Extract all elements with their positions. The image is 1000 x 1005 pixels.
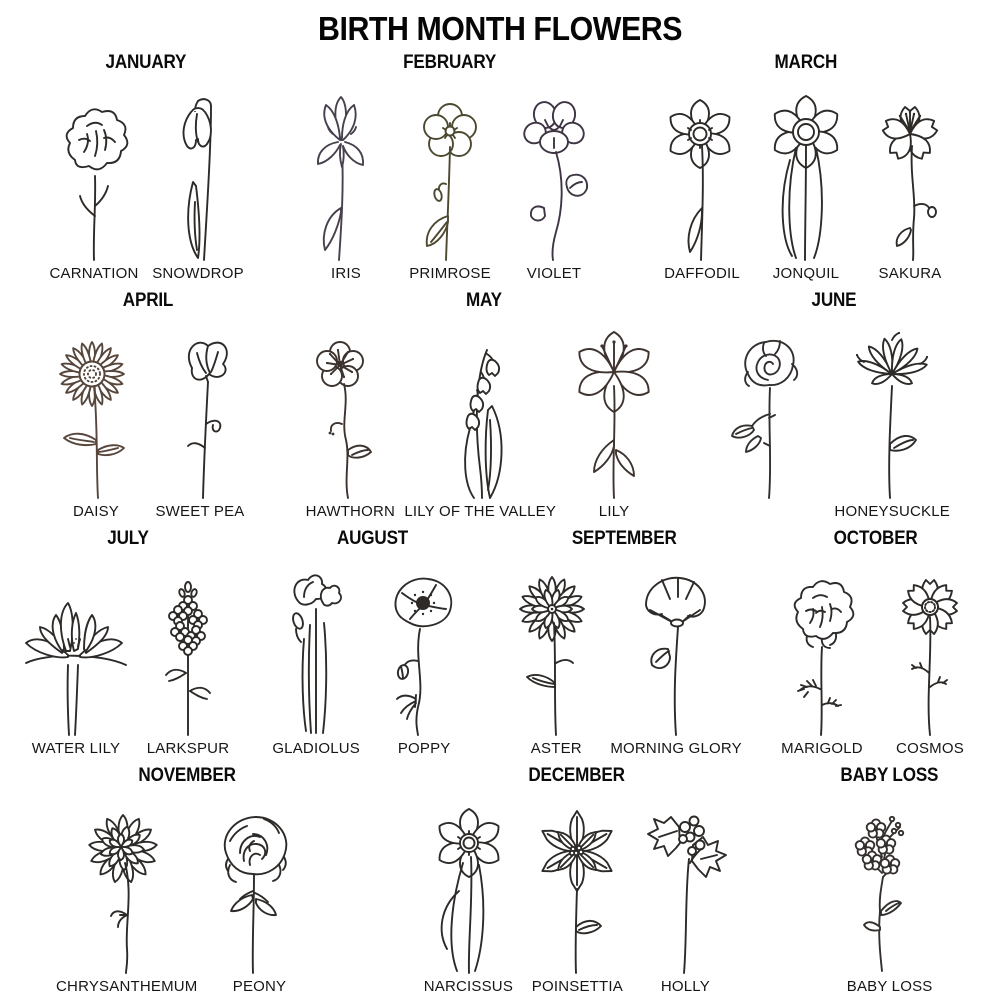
flower-label: CHRYSANTHEMUM xyxy=(56,978,198,996)
flower-group xyxy=(506,565,742,761)
flower-item xyxy=(46,328,146,524)
flower-label: PRIMROSE xyxy=(409,264,491,282)
month-heading: JULY xyxy=(107,527,149,549)
flower-item xyxy=(44,90,144,286)
daisy-icon xyxy=(46,328,146,500)
month-group-november xyxy=(56,761,318,999)
peony-icon xyxy=(202,803,318,975)
forget-me-not-icon xyxy=(838,803,942,975)
flower-item xyxy=(560,328,668,524)
flower-item xyxy=(633,803,737,999)
month-group-september xyxy=(506,524,742,762)
flower-item xyxy=(150,328,250,524)
flower-item xyxy=(300,328,400,524)
flower-item xyxy=(610,565,742,761)
month-row xyxy=(0,286,1000,524)
iris-icon xyxy=(296,90,396,262)
flower-label: CARNATION xyxy=(49,264,139,282)
flower-group xyxy=(44,90,248,286)
flower-item xyxy=(878,565,982,761)
flower-group xyxy=(18,565,238,761)
flower-label: HOLLY xyxy=(660,978,710,996)
flower-item xyxy=(138,565,238,761)
narcissus-icon xyxy=(415,803,521,975)
snowdrop-icon xyxy=(148,90,248,262)
flower-item xyxy=(756,90,856,286)
flower-item xyxy=(415,803,521,999)
flower-item xyxy=(504,90,604,286)
flower-item xyxy=(266,565,366,761)
carnation-icon xyxy=(44,90,144,262)
violet-icon xyxy=(504,90,604,262)
flower-label: LILY OF THE VALLEY xyxy=(404,502,557,520)
flower-label: COSMOS xyxy=(896,740,964,758)
month-group-june xyxy=(718,286,950,524)
lily-of-the-valley-icon xyxy=(430,328,530,500)
flower-item xyxy=(148,90,248,286)
flower-label: MORNING GLORY xyxy=(610,740,742,758)
hawthorn-icon xyxy=(300,328,400,500)
flower-item xyxy=(506,565,606,761)
flower-label: DAFFODIL xyxy=(664,264,740,282)
water-lily-icon xyxy=(18,565,134,737)
gladiolus-icon xyxy=(266,565,366,737)
flower-item xyxy=(652,90,752,286)
flower-label: SWEET PEA xyxy=(155,502,245,520)
flower-label: SAKURA xyxy=(878,264,942,282)
honeysuckle-icon xyxy=(840,328,944,500)
flower-label: HAWTHORN xyxy=(305,502,396,520)
flower-group xyxy=(46,328,250,524)
flower-label: IRIS xyxy=(331,264,361,282)
flower-label: POPPY xyxy=(397,740,451,758)
flower-item xyxy=(296,90,396,286)
month-group-july xyxy=(18,524,238,762)
flower-label: PEONY xyxy=(232,978,287,996)
daffodil-icon xyxy=(652,90,752,262)
page-title: BIRTH MONTH FLOWERS xyxy=(318,10,682,47)
month-heading: FEBRUARY xyxy=(403,52,497,73)
month-heading: NOVEMBER xyxy=(138,765,236,787)
flower-label: HONEYSUCKLE xyxy=(834,502,950,520)
flower-item xyxy=(770,565,874,761)
larkspur-icon xyxy=(138,565,238,737)
flower-item xyxy=(56,803,198,999)
chrysanthemum-icon xyxy=(73,803,181,975)
rows-host xyxy=(0,48,1000,1005)
month-group-may xyxy=(300,286,668,524)
month-row xyxy=(0,761,1000,999)
flower-item xyxy=(370,565,478,761)
flower-group xyxy=(770,565,982,761)
month-heading: MARCH xyxy=(774,52,838,73)
month-row xyxy=(0,48,1000,286)
flower-item xyxy=(718,328,830,524)
month-group-april xyxy=(46,286,250,524)
flower-item xyxy=(838,803,942,999)
lily-icon xyxy=(560,328,668,500)
flower-item xyxy=(525,803,629,999)
aster-icon xyxy=(506,565,606,737)
month-group-baby-loss xyxy=(835,761,944,999)
month-heading: SEPTEMBER xyxy=(571,527,677,549)
month-heading: OCTOBER xyxy=(834,527,918,549)
flower-item xyxy=(860,90,960,286)
flower-item xyxy=(834,328,950,524)
cosmos-icon xyxy=(878,565,982,737)
flower-label: GLADIOLUS xyxy=(272,740,360,758)
poppy-icon xyxy=(370,565,478,737)
flower-group xyxy=(838,803,942,999)
flower-item xyxy=(18,565,134,761)
flower-group xyxy=(56,803,318,999)
flower-label: LILY xyxy=(598,502,630,520)
flower-group xyxy=(415,803,737,999)
morning-glory-icon xyxy=(624,565,728,737)
jonquil-icon xyxy=(756,90,856,262)
flower-label: JONQUIL xyxy=(772,264,840,282)
month-heading: APRIL xyxy=(122,289,174,311)
flower-label: WATER LILY xyxy=(31,740,121,758)
rose-icon xyxy=(718,328,830,500)
flower-group xyxy=(652,90,960,286)
sweet-pea-icon xyxy=(150,328,250,500)
marigold-icon xyxy=(770,565,874,737)
flower-label: DAISY xyxy=(72,502,119,520)
month-heading: JUNE xyxy=(811,289,857,311)
month-heading: MAY xyxy=(466,289,503,311)
flower-label: NARCISSUS xyxy=(423,978,514,996)
flower-item xyxy=(202,803,318,999)
flower-label: MARIGOLD xyxy=(781,740,863,758)
month-group-august xyxy=(266,524,478,762)
flower-item xyxy=(404,328,556,524)
holly-icon xyxy=(633,803,737,975)
month-group-december xyxy=(415,761,737,999)
month-group-february xyxy=(296,48,604,286)
flower-label: ASTER xyxy=(530,740,582,758)
month-group-january xyxy=(44,48,248,286)
flower-label: BABY LOSS xyxy=(846,978,933,996)
flower-label: POINSETTIA xyxy=(531,978,623,996)
month-heading: DECEMBER xyxy=(528,765,625,787)
month-heading: BABY LOSS xyxy=(840,765,939,787)
flower-group xyxy=(296,90,604,286)
flower-label: SNOWDROP xyxy=(152,264,244,282)
poinsettia-icon xyxy=(525,803,629,975)
flower-label: VIOLET xyxy=(526,264,582,282)
flower-group xyxy=(300,328,668,524)
month-heading: AUGUST xyxy=(336,527,408,549)
flower-group xyxy=(718,328,950,524)
flower-group xyxy=(266,565,478,761)
month-row xyxy=(0,524,1000,762)
month-heading: JANUARY xyxy=(105,52,187,73)
month-group-october xyxy=(770,524,982,762)
sakura-icon xyxy=(860,90,960,262)
flower-item xyxy=(400,90,500,286)
flower-label: LARKSPUR xyxy=(146,740,230,758)
month-group-march xyxy=(652,48,960,286)
primrose-icon xyxy=(400,90,500,262)
